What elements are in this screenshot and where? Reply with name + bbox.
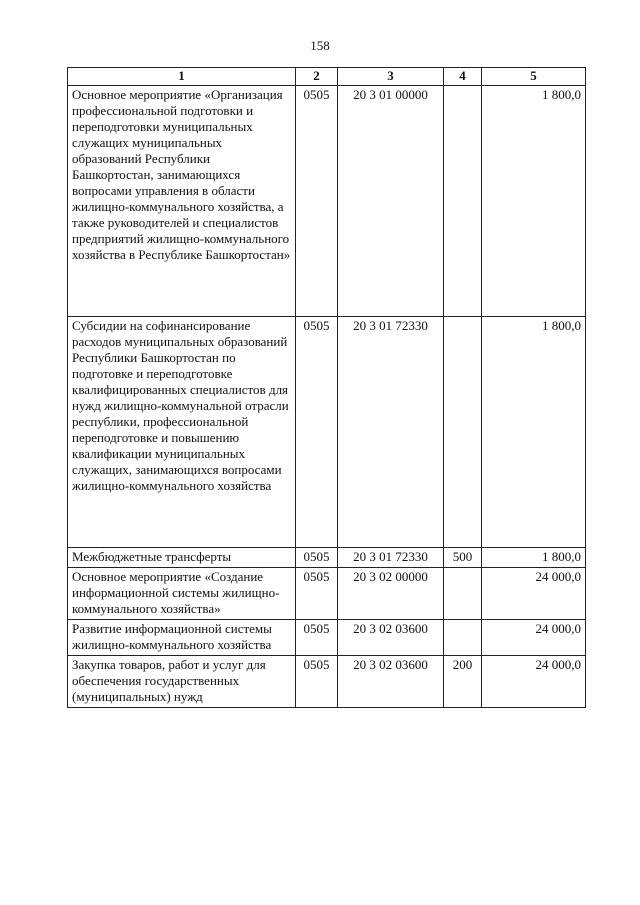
row-type (444, 568, 482, 620)
row-name: Основное мероприятие «Создание информационной системы жилищно-коммунального хозяйства» (68, 568, 296, 620)
row-type (444, 620, 482, 656)
table-header-row (68, 68, 586, 86)
table-row (68, 620, 586, 656)
row-type: 500 (444, 548, 482, 568)
page-number: 158 (310, 38, 330, 53)
row-name: Основное мероприятие «Организация профессиональной подготовки и переподготовки муниципальных служащих муниципальных образований Республики Башкортостан, занимающихся вопросами управления в области жилищно-коммунального хозяйства, а также руководителей и специалистов предприятий жилищно-коммунального хозяйства в Республике Башкортостан» (68, 86, 296, 317)
table-row (68, 317, 586, 548)
row-section: 0505 (296, 86, 338, 317)
row-target: 20 3 02 03600 (338, 656, 444, 708)
row-type: 200 (444, 656, 482, 708)
table-row (68, 568, 586, 620)
row-target: 20 3 02 03600 (338, 620, 444, 656)
row-amount: 24 000,0 (482, 620, 586, 656)
table-row (68, 548, 586, 568)
row-section: 0505 (296, 548, 338, 568)
row-amount: 1 800,0 (482, 548, 586, 568)
row-target: 20 3 01 72330 (338, 317, 444, 548)
row-target: 20 3 02 00000 (338, 568, 444, 620)
row-target: 20 3 01 72330 (338, 548, 444, 568)
row-type (444, 86, 482, 317)
row-amount: 1 800,0 (482, 317, 586, 548)
column-header-5: 5 (482, 68, 586, 86)
row-section: 0505 (296, 568, 338, 620)
table-row (68, 656, 586, 708)
table-row (68, 86, 586, 317)
row-section: 0505 (296, 656, 338, 708)
row-target: 20 3 01 00000 (338, 86, 444, 317)
column-header-1: 1 (68, 68, 296, 86)
row-amount: 24 000,0 (482, 656, 586, 708)
column-header-2: 2 (296, 68, 338, 86)
row-section: 0505 (296, 317, 338, 548)
row-section: 0505 (296, 620, 338, 656)
row-name: Межбюджетные трансферты (68, 548, 296, 568)
column-header-3: 3 (338, 68, 444, 86)
row-name: Закупка товаров, работ и услуг для обеспечения государственных (муниципальных) нужд (68, 656, 296, 708)
row-name: Субсидии на софинансирование расходов муниципальных образований Республики Башкортостан по подготовке и переподготовке квалифицированных специалистов для нужд жилищно-коммунальной отрасли республики, профессиональной переподготовке и повышению квалификации муниципальных служащих, занимающихся вопросами жилищно-коммунального хозяйства (68, 317, 296, 548)
budget-table (67, 67, 586, 708)
column-header-4: 4 (444, 68, 482, 86)
row-name: Развитие информационной системы жилищно-коммунального хозяйства (68, 620, 296, 656)
row-amount: 1 800,0 (482, 86, 586, 317)
row-amount: 24 000,0 (482, 568, 586, 620)
row-type (444, 317, 482, 548)
